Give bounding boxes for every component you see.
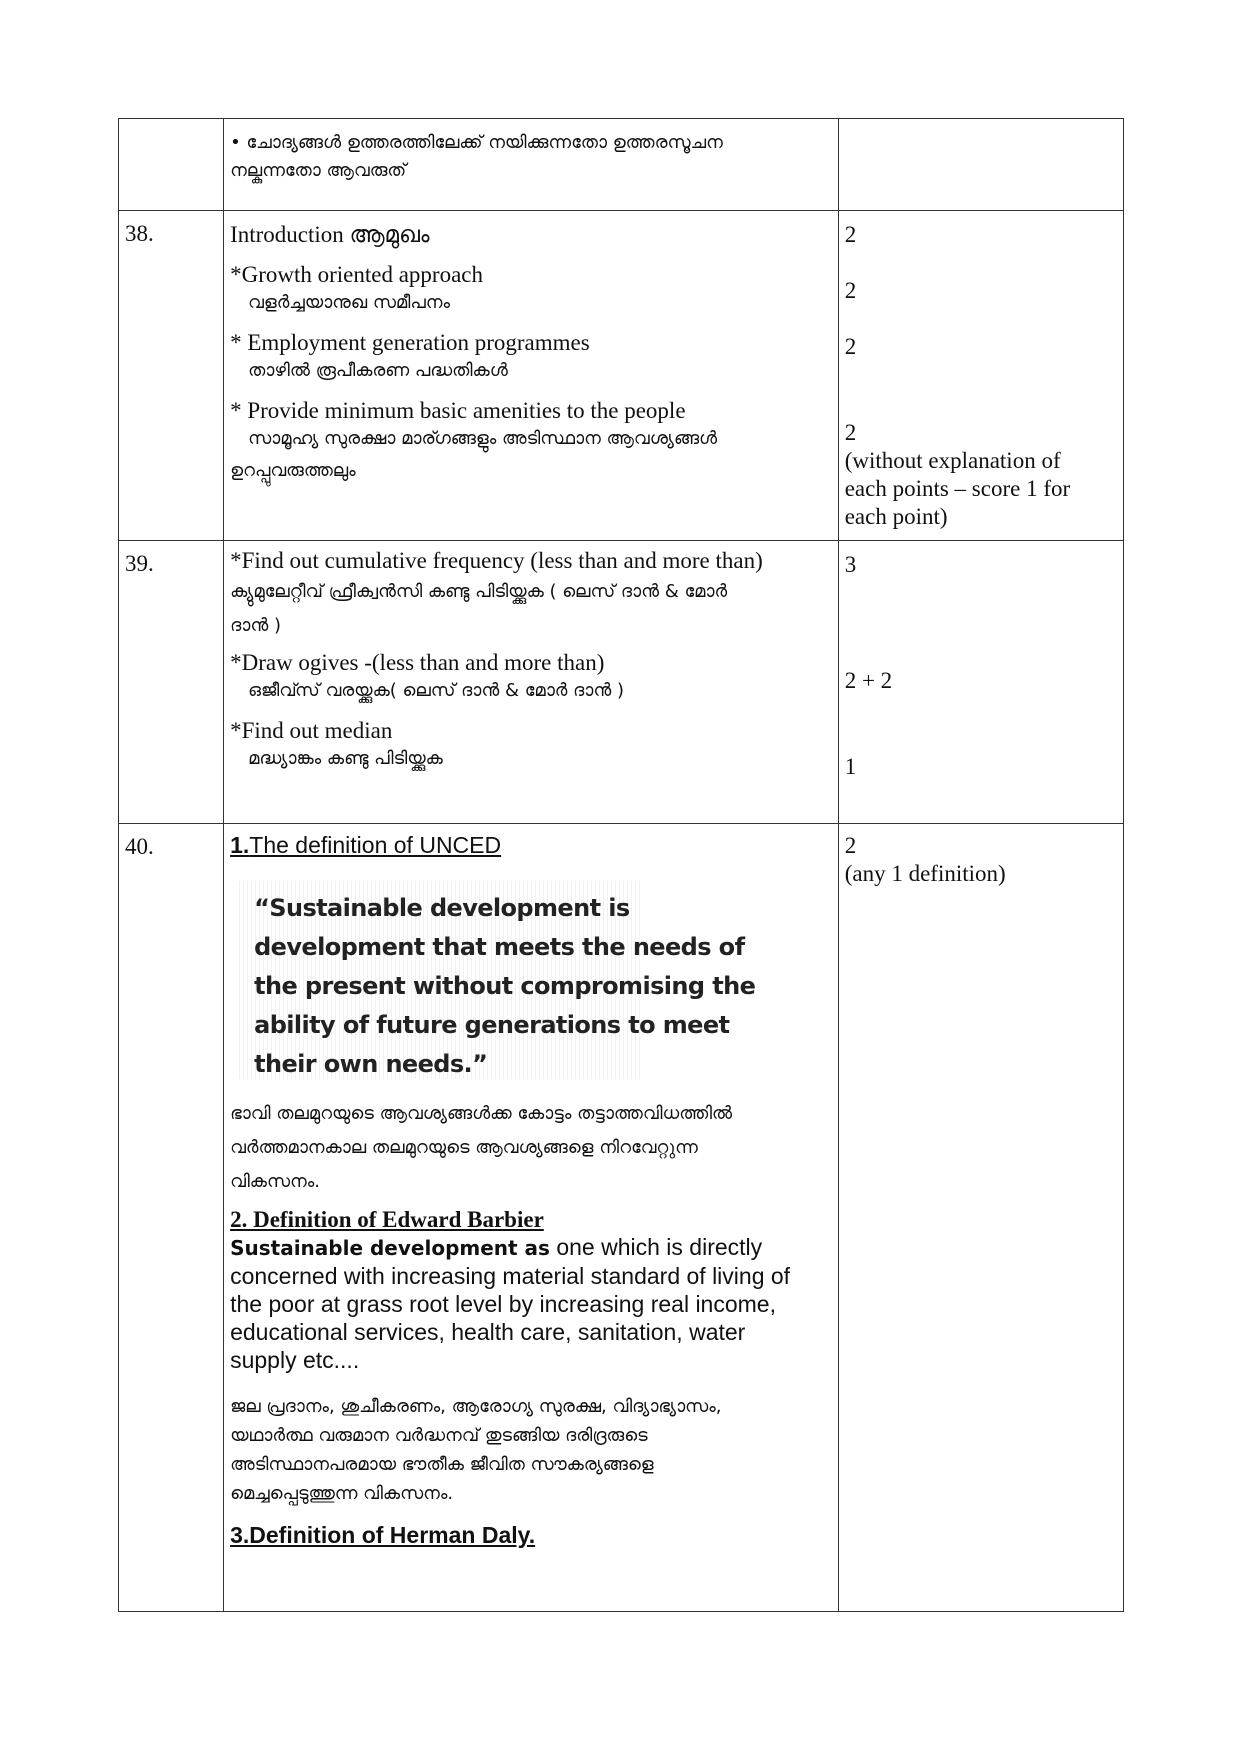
number-cell [119, 119, 224, 211]
table-row-q38 [119, 211, 1124, 541]
def-1-ml-1: ഭാവി തലമുറയുടെ ആവശ്യങ്ങൾക്ക കോട്ടം തട്ടാത്തവിധത്തിൽ [230, 1103, 733, 1124]
def-1-ml-3: വികസനം. [230, 1171, 321, 1192]
table-row-q40 [119, 824, 1124, 1612]
point-1-ml: വളർച്ചയാനുഖ സമീപനം [248, 292, 451, 313]
score-note-line-3: each point) [844, 504, 948, 529]
def-2-line-1-rest: one which is directly [549, 1234, 763, 1260]
score-note-line-2: each points – score 1 for [844, 476, 1071, 501]
def-2-line-3: the poor at grass root level by increasing real income, [230, 1291, 776, 1317]
score-cell [838, 211, 1123, 541]
score-note-line-1: (without explanation of [844, 448, 1061, 473]
quote-line-4: ability of future generations to meet [254, 1011, 730, 1039]
question-number: 38. [119, 211, 224, 541]
score-point-2: 2 + 2 [844, 668, 893, 693]
score-cell [838, 119, 1123, 211]
score-point-2: 2 [844, 334, 857, 359]
quote-line-1: “Sustainable development is [254, 894, 630, 922]
point-3-ml-1: സാമൂഹ്യ സുരക്ഷാ മാര്ഗങ്ങളും അടിസ്ഥാന ആവശ്യങ്ങൾ [248, 428, 718, 449]
answer-key-table [118, 118, 1124, 1612]
quote-line-2: development that meets the needs of [254, 933, 745, 961]
def-2-line-2: concerned with increasing material standard of living of [230, 1263, 791, 1289]
point-3-en: * Provide minimum basic amenities to the people [230, 398, 686, 423]
point-1-ml-2: ദാൻ ) [230, 615, 281, 636]
score-point-1: 3 [844, 552, 857, 577]
point-3-en: *Find out median [230, 718, 393, 743]
def-1-ml-2: വർത്തമാനകാല തലമുറയുടെ ആവശ്യങ്ങളെ നിറവേറ്റുന്ന [230, 1137, 698, 1158]
score-point-3: 1 [844, 754, 857, 779]
score-point-1: 2 [844, 278, 857, 303]
point-2-en: * Employment generation programmes [230, 330, 590, 355]
quote-line-3: the present without compromising the [254, 972, 756, 1000]
quote-line-5: their own needs.” [254, 1050, 488, 1078]
table-row-q39 [119, 541, 1124, 824]
point-3-ml-2: ഉറപ്പുവരുത്തലും [230, 460, 356, 481]
score-intro: 2 [844, 222, 857, 247]
answer-cell [224, 211, 839, 541]
unced-quote-image [236, 881, 756, 1079]
def-3-title: 3.Definition of Herman Daly. [230, 1522, 536, 1548]
score-point-3: 2 [844, 420, 857, 445]
answer-cell [224, 541, 839, 824]
score-cell [838, 541, 1123, 824]
def-2-line-5: supply etc.... [230, 1347, 360, 1373]
def-1-title: The definition of UNCED [249, 832, 502, 858]
point-1-en: *Find out cumulative frequency (less than and more than) [230, 548, 763, 573]
point-3-ml: മദ്ധ്യാങ്കം കണ്ടു പിടിയ്ക്കുക [248, 748, 443, 769]
question-number: 39. [119, 541, 224, 824]
score-value: 2 [844, 833, 857, 858]
point-1-ml-1: ക്യുമുലേറ്റീവ് ഫ്രീക്വൻസി കണ്ടു പിടിയ്ക്കുക ( ലെസ് ദാൻ & മോർ [230, 581, 728, 602]
def-2-title: 2. Definition of Edward Barbier [230, 1207, 544, 1232]
answer-cell [224, 119, 839, 211]
question-number: 40. [119, 824, 224, 1612]
def-2-ml-1: ജല പ്രദാനം, ശുചീകരണം, ആരോഗ്യ സുരക്ഷ, വിദ്യാഭ്യാസം, [230, 1396, 722, 1417]
point-1-en: *Growth oriented approach [230, 262, 484, 287]
answer-cell [224, 824, 839, 1612]
def-2-line-1 [230, 1233, 832, 1262]
def-2-ml-4: മെച്ചപ്പെടുത്തുന്ന വികസനം. [230, 1483, 454, 1504]
def-2-line-4: educational services, health care, sanitation, water [230, 1319, 746, 1345]
score-cell [838, 824, 1123, 1612]
def-1-number: 1. [230, 832, 250, 858]
point-2-en: *Draw ogives -(less than and more than) [230, 650, 605, 675]
def-2-ml-3: അടിസ്ഥാനപരമായ ഭൗതീക ജീവിത സൗകര്യങ്ങളെ [230, 1454, 654, 1475]
guideline-line-1: • ചോദ്യങ്ങൾ ഉത്തരത്തിലേക്ക് നയിക്കുന്നതോ ഉത്തരസൂചന [230, 132, 723, 153]
point-2-ml: താഴിൽ രൂപീകരണ പദ്ധതികൾ [248, 360, 508, 381]
point-2-ml: ഒജീവ്സ് വരയ്ക്കുക( ലെസ് ദാൻ & മോർ ദാൻ ) [248, 680, 624, 701]
guideline-line-2: നല്കുന്നതോ ആവരുത് [230, 160, 407, 181]
table-row-continuation [119, 119, 1124, 211]
intro-text: Introduction ആമുഖം [230, 222, 430, 247]
def-2-ml-2: യഥാർത്ഥ വരുമാന വർദ്ധനവ് തുടങ്ങിയ ദരിദ്രരുടെ [230, 1425, 648, 1446]
def-2-lead: Sustainable development as [230, 1236, 550, 1260]
score-note: (any 1 definition) [844, 861, 1006, 886]
